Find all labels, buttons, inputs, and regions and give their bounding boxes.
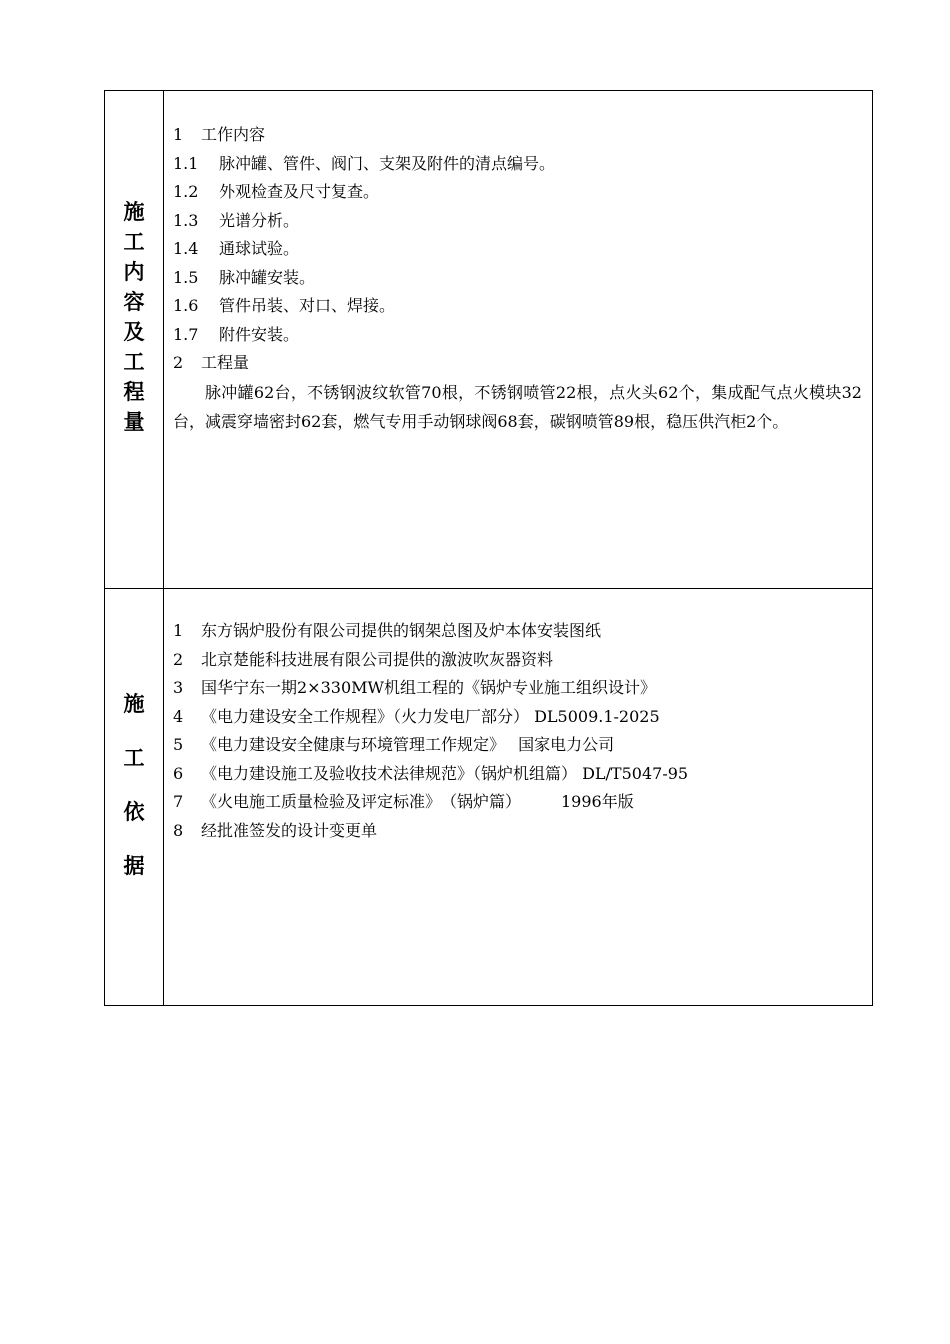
item-number: 1.1	[173, 153, 199, 173]
list-item	[173, 703, 864, 732]
item-text: 通球试验。	[219, 239, 300, 258]
work-content-row	[105, 91, 872, 589]
label-char: 施	[123, 691, 145, 716]
item-text: 脉冲罐、管件、阀门、支架及附件的清点编号。	[219, 153, 556, 173]
label-char: 量	[123, 409, 145, 434]
construction-basis-cell	[164, 589, 872, 1005]
list-item	[173, 731, 864, 760]
label-char: 内	[123, 259, 145, 284]
item-text: 《电力建设施工及验收技术法律规范》（锅炉机组篇） DL/T5047-95	[201, 763, 689, 783]
item-text: 《火电施工质量检验及评定标准》 （锅炉篇） 1996年版	[201, 792, 634, 811]
item-text: 《电力建设安全健康与环境管理工作规定》 国家电力公司	[201, 735, 615, 754]
work-content-label	[105, 201, 163, 433]
item-number: 4	[173, 706, 184, 726]
item-number: 2	[173, 649, 184, 669]
label-char: 程	[123, 379, 145, 404]
list-item	[173, 150, 864, 179]
construction-basis-label-cell	[105, 589, 164, 1005]
item-text: 管件吊装、对口、焊接。	[219, 296, 396, 315]
item-text: 工程量	[201, 353, 250, 372]
label-char: 及	[123, 319, 145, 344]
item-text: 附件安装。	[219, 324, 300, 344]
list-item	[173, 617, 864, 646]
list-item	[173, 646, 864, 675]
label-char: 工	[123, 349, 145, 374]
item-number: 7	[173, 792, 184, 811]
label-char: 工	[123, 745, 145, 770]
item-text: 东方锅炉股份有限公司提供的钢架总图及炉本体安装图纸	[201, 621, 602, 640]
item-text: 外观检查及尺寸复查。	[219, 182, 380, 201]
list-item	[173, 264, 864, 293]
list-item	[173, 788, 864, 817]
item-number: 1	[173, 621, 184, 640]
item-text: 工作内容	[201, 125, 266, 144]
item-number: 8	[173, 820, 184, 840]
list-item	[173, 235, 864, 264]
list-item	[173, 178, 864, 207]
label-char: 据	[123, 853, 145, 878]
quantity-paragraph: 脉冲罐62台，不锈钢波纹软管70根，不锈钢喷管22根，点火头62个，集成配气点火模块32台，减震穿墙密封62套，燃气专用手动钢球阀68套，碳钢喷管89根，稳压供汽柜2个。	[173, 382, 862, 431]
list-item	[173, 817, 864, 846]
item-number: 1.3	[173, 210, 199, 230]
item-text: 北京楚能科技进展有限公司提供的激波吹灰器资料	[201, 649, 554, 669]
list-item	[173, 207, 864, 236]
construction-table	[104, 90, 873, 1006]
construction-basis-list	[173, 617, 864, 845]
work-content-label-cell	[105, 91, 164, 588]
item-number: 1	[173, 125, 184, 144]
label-char: 容	[123, 289, 145, 314]
label-char: 施	[123, 199, 145, 224]
item-text: 经批准签发的设计变更单	[201, 820, 378, 840]
item-text: 脉冲罐安装。	[219, 267, 316, 287]
work-content-cell	[164, 91, 872, 588]
item-number: 3	[173, 678, 184, 697]
label-char: 工	[123, 229, 145, 254]
construction-basis-label	[105, 693, 163, 877]
item-number: 6	[173, 763, 184, 783]
list-item	[173, 321, 864, 350]
construction-basis-row	[105, 589, 872, 1005]
item-text: 《电力建设安全工作规程》（火力发电厂部分） DL5009.1-2025	[201, 706, 660, 726]
item-number: 1.7	[173, 324, 199, 344]
item-number: 1.4	[173, 239, 199, 258]
item-number: 1.2	[173, 182, 199, 201]
item-number: 1.6	[173, 296, 199, 315]
item-number: 2	[173, 353, 184, 372]
list-item	[173, 292, 864, 321]
list-item	[173, 760, 864, 789]
item-text: 光谱分析。	[219, 210, 300, 230]
list-item	[173, 121, 864, 150]
item-number: 1.5	[173, 267, 199, 287]
list-item	[173, 674, 864, 703]
label-char: 依	[123, 799, 145, 824]
list-item	[173, 349, 864, 378]
work-content-list	[173, 121, 864, 436]
item-text: 国华宁东一期2×330MW机组工程的《锅炉专业施工组织设计》	[201, 678, 656, 697]
item-number: 5	[173, 735, 184, 754]
